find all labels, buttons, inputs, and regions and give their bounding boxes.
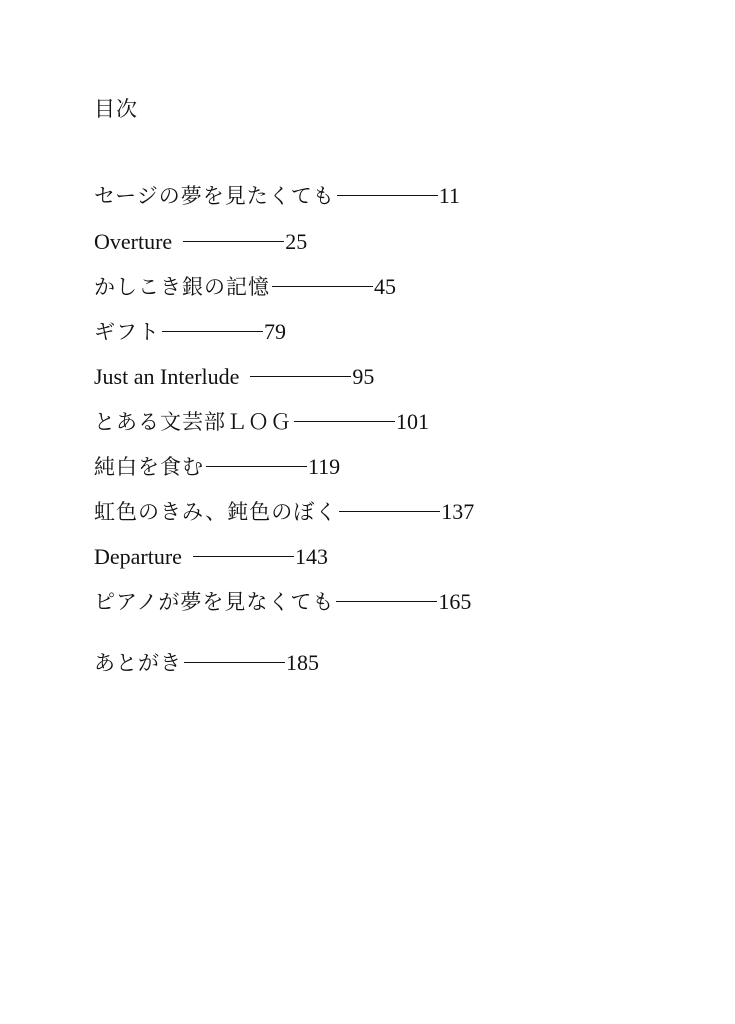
toc-entry-title: かしこき銀の記憶 bbox=[94, 275, 270, 299]
toc-entry-title: 虹色のきみ、鈍色のぼく bbox=[94, 500, 338, 524]
toc-page-number: 79 bbox=[264, 319, 286, 344]
toc-entry[interactable] bbox=[94, 497, 474, 527]
toc-leader-line bbox=[294, 421, 395, 422]
toc-entry[interactable] bbox=[94, 362, 374, 392]
toc-entry-title: Overture bbox=[94, 229, 173, 254]
toc-leader-line bbox=[184, 662, 285, 663]
toc-page-number: 165 bbox=[438, 589, 472, 614]
toc-leader-line bbox=[339, 511, 440, 512]
toc-entry[interactable] bbox=[94, 317, 286, 347]
toc-page-number: 143 bbox=[294, 544, 328, 569]
toc-entry[interactable] bbox=[94, 407, 429, 437]
toc-leader-line bbox=[206, 466, 307, 467]
toc-page-number: 185 bbox=[286, 650, 319, 675]
toc-entry-title: Departure bbox=[94, 544, 182, 569]
toc-entry[interactable] bbox=[94, 648, 319, 678]
toc-page-number: 137 bbox=[441, 499, 475, 524]
toc-leader-line bbox=[162, 331, 263, 332]
toc-entry-title: 純白を食む bbox=[94, 455, 204, 479]
toc-entry-title: ピアノが夢を見なくても bbox=[94, 590, 335, 614]
toc-entry[interactable] bbox=[94, 227, 307, 257]
toc-leader-line bbox=[272, 286, 373, 287]
toc-leader-line bbox=[183, 241, 284, 242]
toc-entry-title: Just an Interlude bbox=[94, 364, 240, 389]
toc-leader-line bbox=[337, 195, 438, 196]
toc-entry-title: ギフト bbox=[94, 320, 160, 344]
toc-entry[interactable] bbox=[94, 542, 328, 572]
toc-entry[interactable] bbox=[94, 272, 396, 302]
toc-leader-line bbox=[250, 376, 351, 377]
toc-entry[interactable] bbox=[94, 181, 460, 211]
toc-entry-title: とある文芸部ＬＯＧ bbox=[94, 410, 292, 434]
toc-page-number: 101 bbox=[396, 409, 429, 434]
toc-leader-line bbox=[336, 601, 437, 602]
toc-leader-line bbox=[193, 556, 294, 557]
toc-entry-title: あとがき bbox=[94, 651, 182, 675]
toc-page-number: 11 bbox=[438, 183, 460, 208]
toc-page-number: 25 bbox=[285, 229, 308, 254]
toc-entry[interactable] bbox=[94, 452, 340, 482]
toc-entry-title: セージの夢を見たくても bbox=[94, 184, 335, 208]
toc-entry[interactable] bbox=[94, 587, 471, 617]
toc-page-number: 119 bbox=[308, 454, 341, 479]
toc-page-number: 45 bbox=[374, 274, 396, 299]
toc-page-number: 95 bbox=[352, 364, 375, 389]
toc-heading: 目次 bbox=[94, 97, 138, 121]
